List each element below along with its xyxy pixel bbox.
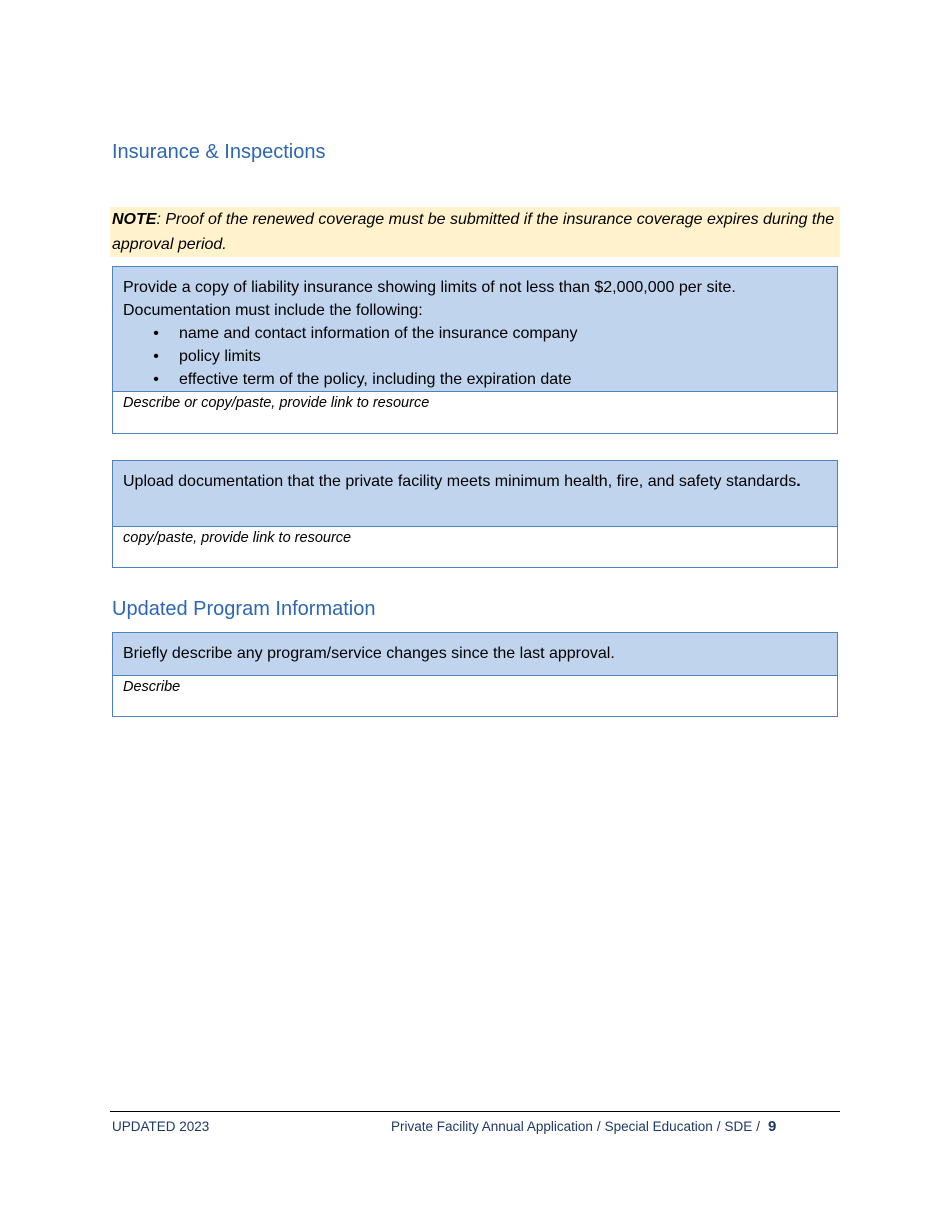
list-item-text: effective term of the policy, including the expiration date [179,371,572,388]
program-response-field[interactable] [113,676,837,697]
program-changes-table [112,632,838,717]
liability-response-hint: Describe or copy/paste, provide link to resource [123,395,430,411]
safety-standards-table [112,460,838,568]
safety-response-field[interactable] [113,527,837,548]
list-item [123,322,827,345]
safety-standards-prompt [113,461,837,527]
program-response-hint: Describe [123,679,181,695]
section-heading-insurance-inspections: Insurance & Inspections [112,141,326,163]
liability-prompt-line-2: Documentation must include the following: [123,302,423,319]
program-prompt-text: Briefly describe any program/service changes since the last approval. [123,645,615,662]
liability-requirements-list [123,322,827,391]
program-changes-prompt [113,633,837,676]
note-text: : Proof of the renewed coverage must be submitted if the insurance coverage expires during the approval period. [112,211,835,253]
safety-response-hint: copy/paste, provide link to resource [123,530,352,546]
bullet-icon: • [153,348,159,365]
footer-separator: / [716,1119,721,1134]
note-callout [110,207,840,257]
list-item-text: name and contact information of the insurance company [179,325,578,342]
liability-response-field[interactable] [113,392,837,413]
footer-doc-title: Private Facility Annual Application [391,1119,593,1134]
liability-prompt-line-1: Provide a copy of liability insurance showing limits of not less than $2,000,000 per site. [123,279,736,296]
footer-agency: SDE [724,1119,753,1134]
bullet-icon: • [153,371,159,388]
page-number: 9 [768,1118,777,1135]
liability-insurance-table [112,266,838,434]
footer-separator: / [596,1119,601,1134]
footer-section: Special Education [604,1119,713,1134]
footer-document-info [391,1118,776,1136]
section-heading-updated-program-information: Updated Program Information [112,598,376,620]
list-item [123,368,827,391]
safety-prompt-end: . [796,473,801,490]
footer-separator: / [756,1119,761,1134]
list-item-text: policy limits [179,348,261,365]
list-item [123,345,827,368]
footer-divider [110,1111,840,1112]
bullet-icon: • [153,325,159,342]
safety-prompt-text: Upload documentation that the private facility meets minimum health, fire, and safety standards [123,473,797,490]
note-label: NOTE [112,211,157,228]
footer-updated-date: UPDATED 2023 [112,1119,210,1134]
liability-insurance-prompt [113,267,837,392]
